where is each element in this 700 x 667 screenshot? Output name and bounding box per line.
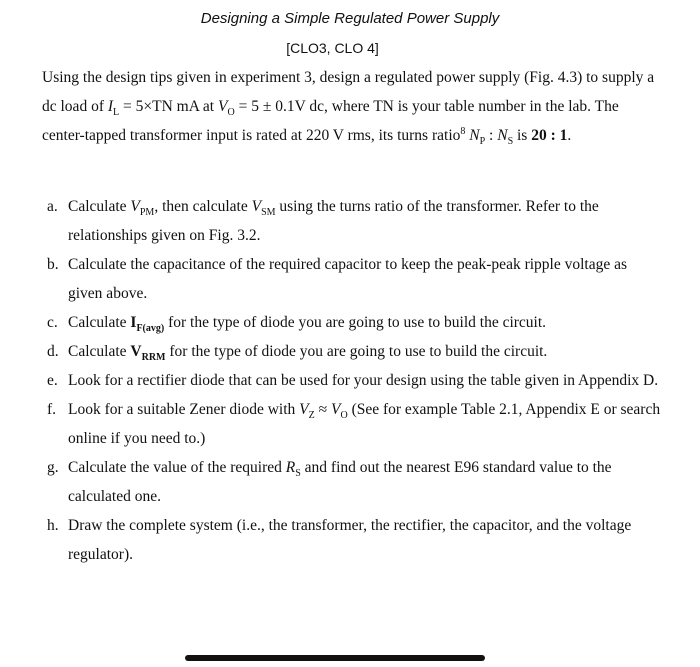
task-marker: f.	[47, 401, 57, 418]
task-item-e	[42, 366, 662, 395]
vz-symbol: V	[299, 401, 309, 418]
vo-subscript: O	[227, 107, 235, 119]
vrrm-symbol: V	[130, 343, 142, 360]
task-text: Calculate	[68, 314, 131, 331]
task-marker: h.	[47, 517, 59, 534]
task-text: for the type of diode you are going to use to build the circuit.	[165, 343, 548, 360]
vz-subscript: Z	[308, 410, 315, 422]
vpm-symbol: V	[130, 198, 140, 215]
task-list	[42, 192, 662, 569]
task-marker: b.	[47, 256, 59, 273]
intro-paragraph	[42, 63, 662, 150]
task-item-b	[42, 250, 662, 308]
home-indicator-bar[interactable]	[185, 655, 485, 661]
task-item-a	[42, 192, 662, 250]
task-marker: c.	[47, 314, 58, 331]
task-text: Look for a suitable Zener diode with	[68, 401, 300, 418]
footnote-marker: 8	[460, 125, 466, 137]
np-subscript: P	[479, 136, 486, 148]
task-item-c	[42, 308, 662, 337]
np-symbol: N	[469, 127, 480, 144]
vsm-subscript: SM	[261, 207, 276, 219]
task-text: , then calculate	[154, 198, 252, 215]
turns-ratio-value: 20 : 1	[531, 127, 568, 144]
document-title: Designing a Simple Regulated Power Supply	[200, 10, 500, 27]
approx-symbol: ≈	[314, 401, 331, 418]
intro-text-2: = 5×TN mA at	[119, 98, 218, 115]
intro-period: .	[567, 127, 572, 144]
intro-text-1: Using the design tips given in experiment 3, design a regulated power supply (Fig. 4.3) to supply a dc load of	[42, 69, 655, 115]
vo-subscript: O	[340, 410, 348, 422]
rs-subscript: S	[295, 468, 301, 480]
vo-symbol: V	[218, 98, 228, 115]
ifavg-symbol: I	[130, 314, 137, 331]
il-subscript: L	[113, 107, 120, 119]
task-marker: g.	[47, 459, 59, 476]
task-text: Calculate	[68, 343, 131, 360]
task-text: and find out the nearest E96 standard value to the calculated one.	[68, 459, 612, 505]
task-text: Calculate the capacitance of the required capacitor to keep the peak-peak ripple voltage as given above.	[68, 256, 628, 302]
task-text: (See for example Table 2.1, Appendix E or search online if you need to.)	[68, 401, 661, 447]
task-marker: a.	[47, 198, 58, 215]
task-marker: e.	[47, 372, 58, 389]
task-text: Draw the complete system (i.e., the transformer, the rectifier, the capacitor, and the voltage regulator).	[68, 517, 632, 563]
task-text: Calculate	[68, 198, 131, 215]
clo-label: [CLO3, CLO 4]	[286, 40, 379, 56]
task-text: using the turns ratio of the transformer. Refer to the relationships given on Fig. 3.2.	[68, 198, 599, 244]
task-item-f	[42, 395, 662, 453]
vo-symbol: V	[330, 401, 341, 418]
ns-symbol: N	[497, 127, 508, 144]
vrrm-subscript: RRM	[141, 352, 166, 364]
rs-symbol: R	[285, 459, 296, 476]
task-text: Calculate the value of the required	[68, 459, 286, 476]
task-text: for the type of diode you are going to use to build the circuit.	[164, 314, 547, 331]
intro-is: is	[513, 127, 532, 144]
task-item-d	[42, 337, 662, 366]
task-marker: d.	[47, 343, 59, 360]
task-text: Look for a rectifier diode that can be used for your design using the table given in Appendix D.	[68, 372, 659, 389]
task-item-h	[42, 511, 662, 569]
task-item-g	[42, 453, 662, 511]
ifavg-subscript: F(avg)	[136, 323, 165, 335]
ns-subscript: S	[507, 136, 514, 148]
vpm-subscript: PM	[139, 207, 155, 219]
ratio-colon: :	[485, 127, 498, 144]
intro-text-3: = 5 ± 0.1V dc, where TN is your table number in the lab. The center-tapped transformer input is rated at 220 V rms, its turns ratio	[42, 98, 619, 144]
il-symbol: I	[107, 98, 114, 115]
vsm-symbol: V	[251, 198, 262, 215]
